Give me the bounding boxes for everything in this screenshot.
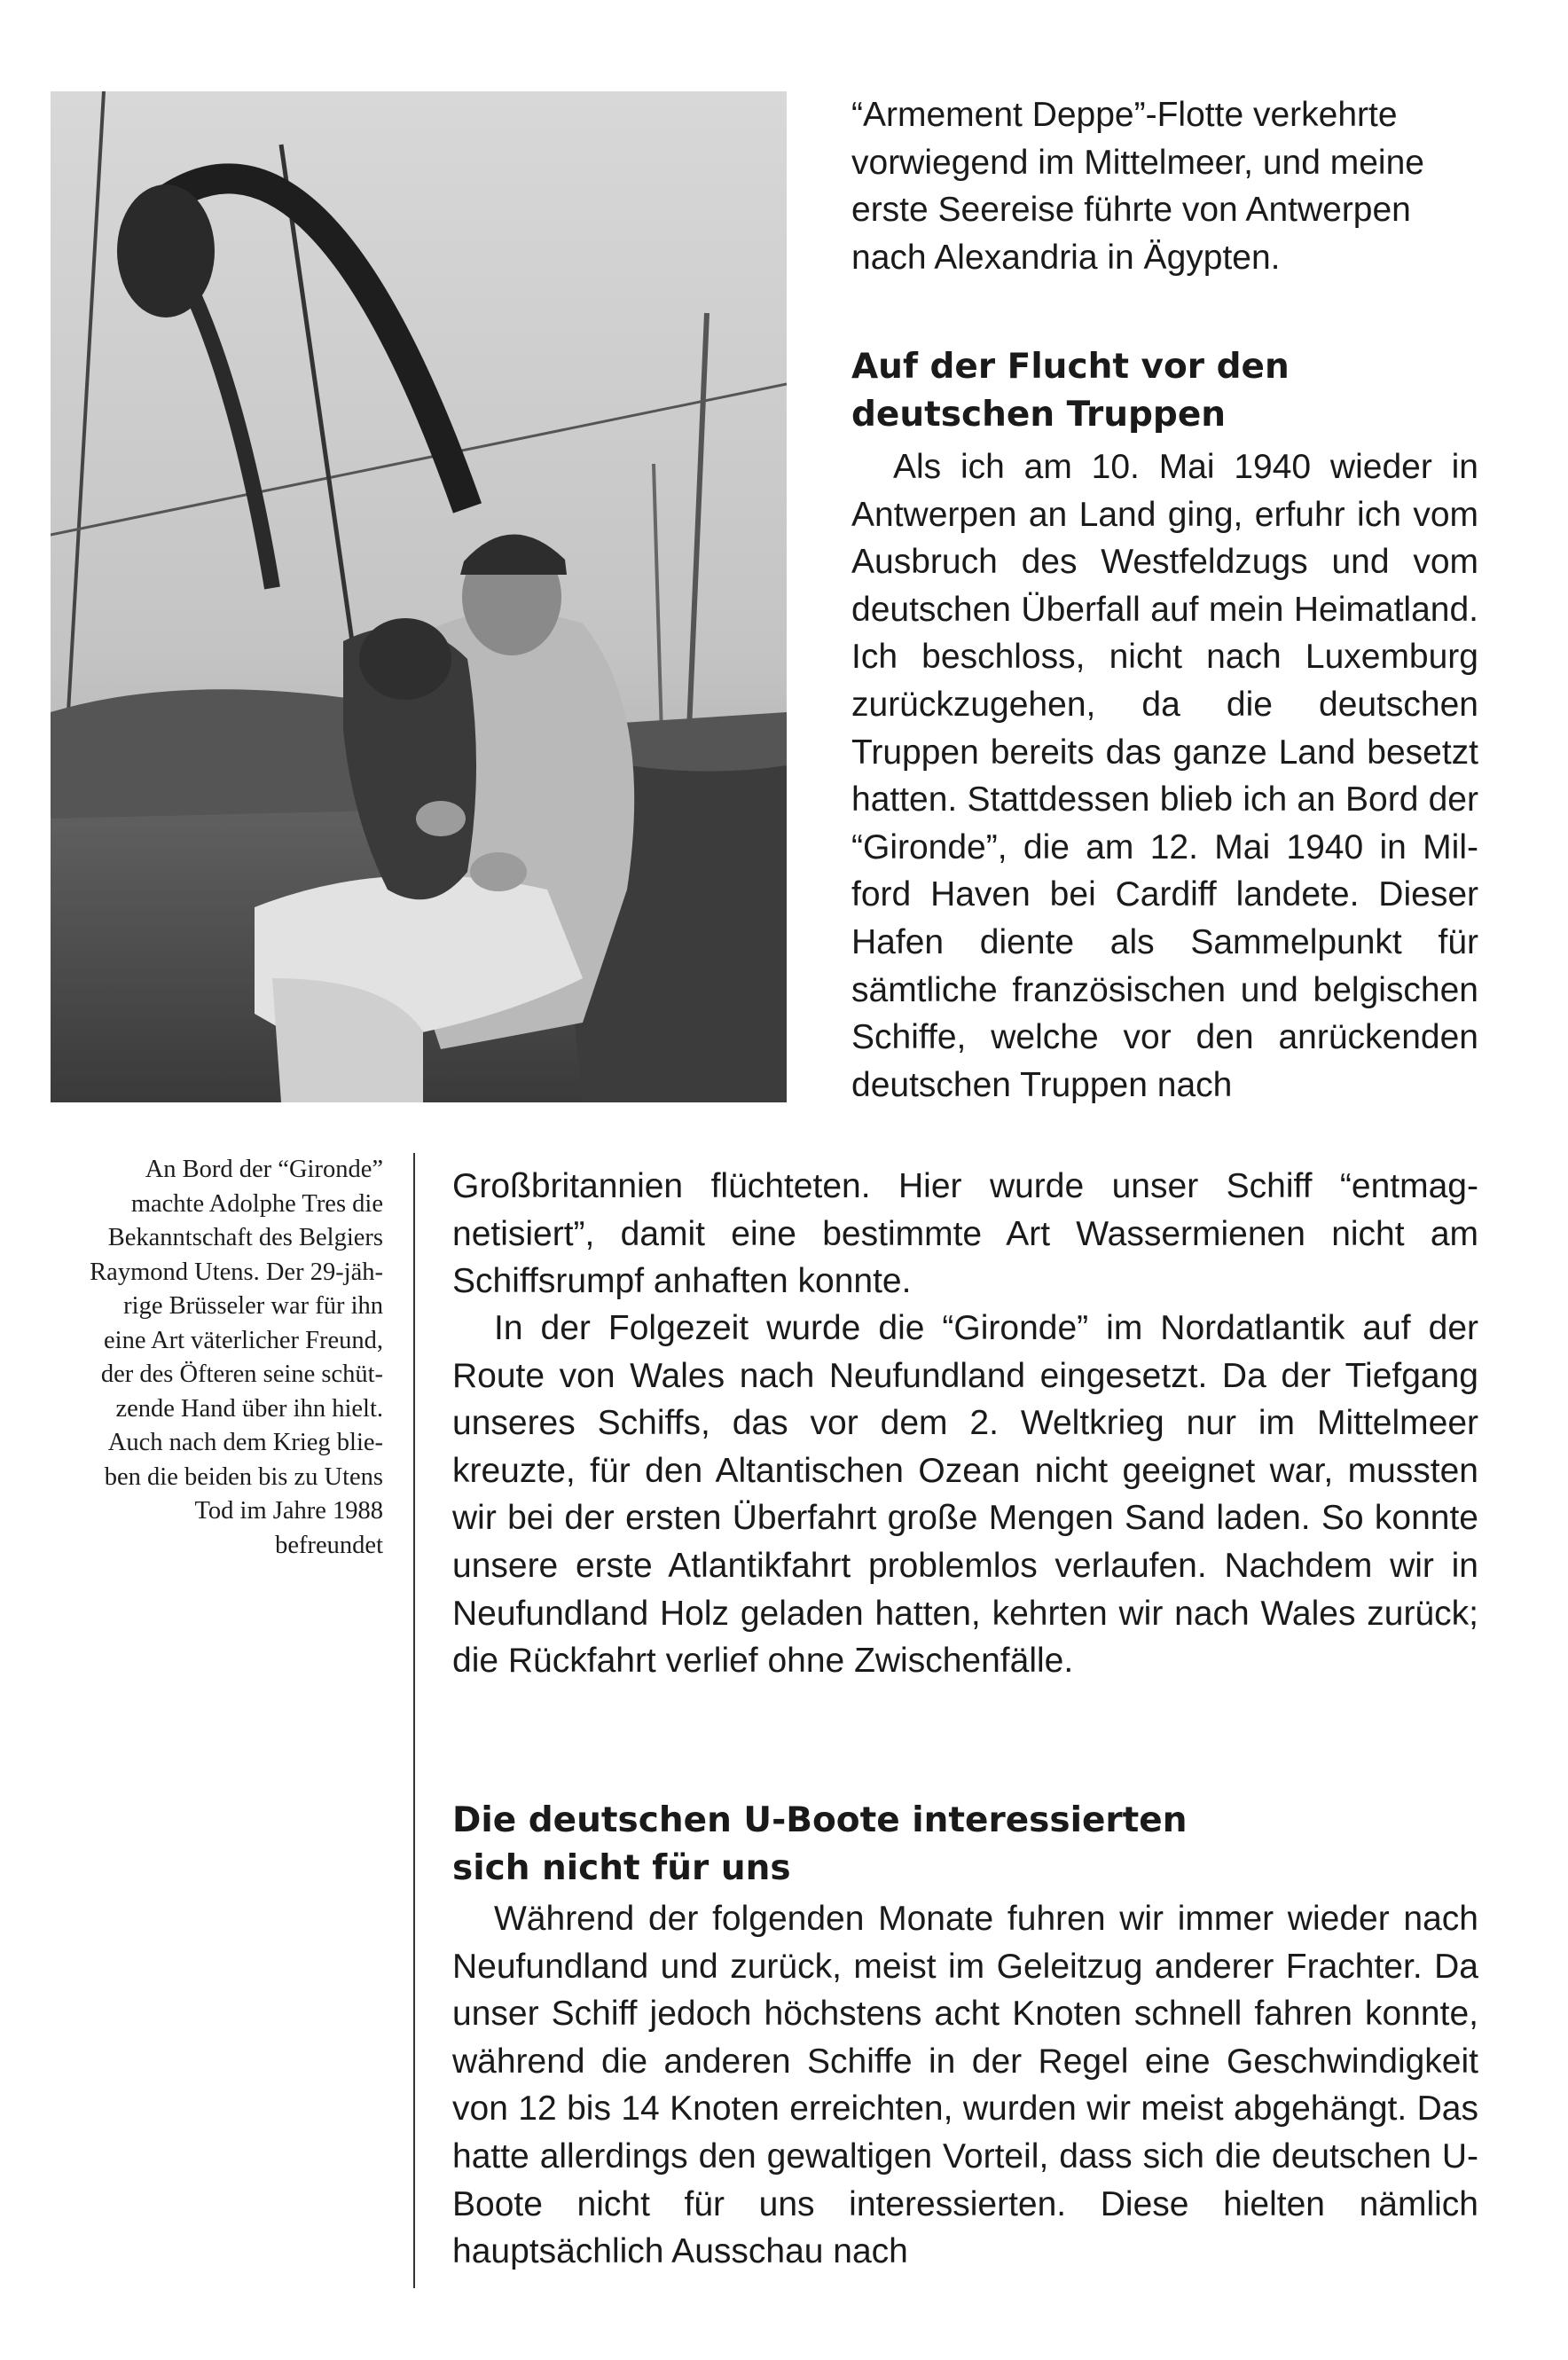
heading-line: deutschen Truppen <box>851 395 1227 435</box>
photo-illustration <box>51 91 787 1102</box>
intro-line: “Armement Deppe”-Flotte verkehrte <box>851 96 1398 134</box>
caption-divider <box>413 1153 415 2288</box>
caption-line: Raymond Utens. Der 29-jäh- <box>90 1258 383 1286</box>
caption-line: ben die beiden bis zu Utens <box>104 1462 383 1491</box>
body-paragraph: Als ich am 10. Mai 1940 wieder in Antwerpen an Land ging, erfuhr ich vom Ausbruch des Westfeldzugs und vom deutschen Überfall auf mein Heimatland. Ich beschloss, nicht nach Luxemburg zurückzugehen, da die deutschen Truppen bereits das ganze Land besetzt hatten. Stattdessen blieb ich an Bord der “Gironde”, die am 12. Mai 1940 in Milford Haven bei Cardiff landete. Dieser Hafen diente als Sammelpunkt für sämtliche französischen und belgischen Schiffe, welche vor den anrückenden deutschen Truppen nach <box>851 448 1478 1104</box>
intro-paragraph <box>851 91 1478 281</box>
section-heading-u-boats <box>452 1797 1478 1893</box>
intro-line: erste Seereise führte von Antwerpen <box>851 191 1411 230</box>
intro-line: nach Alexandria in Ägypten. <box>851 238 1281 277</box>
caption-line: befreundet <box>275 1531 383 1559</box>
caption-line: Bekanntschaft des Belgiers <box>107 1224 383 1251</box>
caption-line: rige Brüsseler war für ihn <box>123 1292 383 1320</box>
caption-line: Auch nach dem Krieg blie- <box>107 1429 383 1456</box>
caption-line: An Bord der “Gironde” <box>145 1156 383 1183</box>
body-paragraph-continuation: Großbritannien flüchteten. Hier wurde unser Schiff “entmagnetisiert”, damit eine bestimmte Art Wassermienen nicht am Schiffsrumpf anhaften konnte. <box>452 1167 1478 1301</box>
caption-line: der des Öfteren seine schüt- <box>100 1360 383 1388</box>
caption-line: Tod im Jahre 1988 <box>194 1497 383 1525</box>
body-paragraph: In der Folgezeit wurde die “Gironde” im Nordatlantik auf der Route von Wales nach Neufundland eingesetzt. Da der Tiefgang unseres Schiffs, das vor dem 2. Weltkrieg nur im Mittelmeer kreuzte, für den Altantischen Ozean nicht geeignet war, mussten wir bei der ersten Überfahrt große Mengen Sand laden. So konnte unsere erste Atlantikfahrt problemlos verlaufen. Nachdem wir in Neufundland Holz geladen hatten, kehrten wir nach Wales zurück; die Rückfahrt verlief ohne Zwischenfälle. <box>452 1309 1478 1681</box>
ship-deck-photo <box>51 91 787 1102</box>
heading-line: Auf der Flucht vor den <box>851 347 1290 387</box>
body-paragraph: Während der folgenden Monate fuhren wir immer wieder nach Neufundland und zurück, meist im Geleitzug anderer Frachter. Da unser Schiff jedoch höchstens acht Knoten schnell fahren konnte, während die anderen Schiffe in der Regel eine Geschwindigkeit von 12 bis 14 Knoten erreichten, wurden wir meist abgehängt. Das hatte allerdings den gewaltigen Vorteil, dass sich die deutschen U-Boote nicht für uns interessierten. Diese hielten nämlich hauptsächlich Ausschau nach <box>452 1900 1478 2271</box>
section-heading-flight <box>851 343 1490 439</box>
photo-caption <box>53 1153 383 1563</box>
caption-line: zende Hand über ihn hielt. <box>115 1394 383 1423</box>
caption-line: machte Adolphe Tres die <box>130 1189 383 1218</box>
heading-line: Die deutschen U-Boote interessierten <box>452 1800 1188 1840</box>
heading-line: sich nicht für uns <box>452 1848 791 1888</box>
intro-line: vorwiegend im Mittelmeer, und meine <box>851 143 1424 182</box>
caption-line: eine Art väterlicher Freund, <box>104 1326 383 1354</box>
